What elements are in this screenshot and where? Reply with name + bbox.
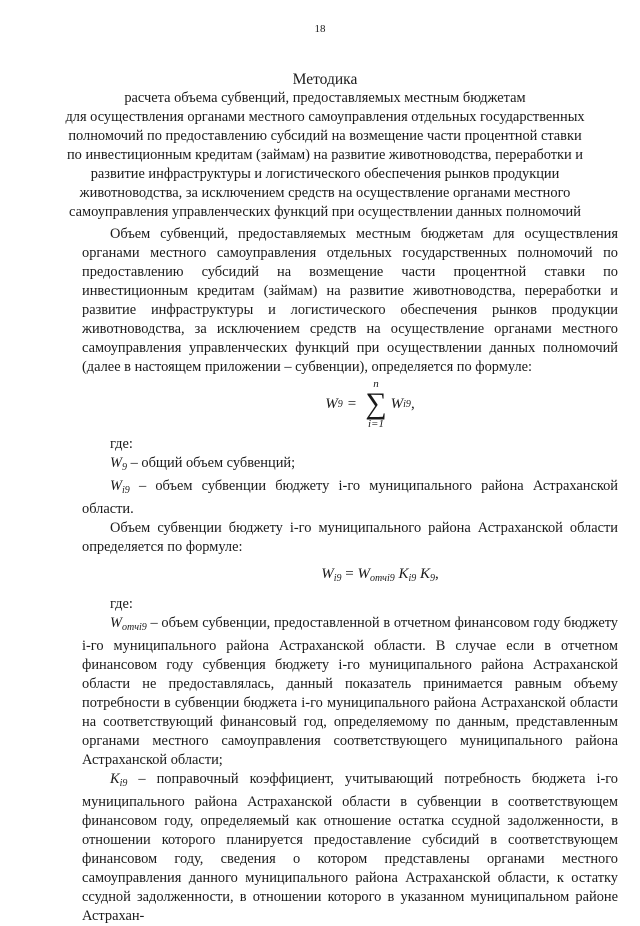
title-line: животноводства, за исключением средств на осуществление органами местного: [79, 185, 571, 201]
formula-var: K: [416, 565, 431, 582]
formula-rhs-var: W: [390, 395, 404, 412]
formula-sub: отчi9: [369, 572, 395, 584]
formula-lhs-sub: i9: [333, 572, 342, 584]
formula-total: [122, 377, 618, 431]
def-var: W: [110, 455, 122, 471]
title-line: расчета объема субвенций, предоставляемых местным бюджетам: [124, 90, 526, 106]
formula-rhs-sub: i9: [403, 398, 411, 410]
page-number: 18: [314, 23, 326, 35]
def-var: K: [110, 771, 120, 787]
formula-district: [142, 557, 618, 595]
formula-lhs-sub: 9: [337, 398, 343, 410]
formula-equals: =: [347, 395, 357, 412]
title-line: самоуправления управленческих функций при осуществлении данных полномочий: [69, 204, 581, 220]
formula-sub: 9: [430, 572, 436, 584]
title-line: по инвестиционным кредитам (займам) на развитие животноводства, переработки и: [66, 147, 583, 163]
sum-lower-limit: i=1: [367, 418, 384, 430]
def-text: – поправочный коэффициент, учитывающий потребность бюджета i-го муниципального района Астраханской области в субвенции в соответствующем финансовом году, определяемый как отношение остатка ссудной задолженности, в отношении которого планируется предоставление субсидий в соответствующем финансовом году, сведения о котором представлены органами местного самоуправления данного муниципального района Астраханской области, к остатку ссудной задолженности, в отношении которого в указанном муниципальном районе Астрахан-: [82, 771, 618, 924]
document-body: [82, 225, 618, 926]
title-block: [60, 70, 590, 222]
title-heading: Методика: [292, 71, 358, 88]
def-sub: отчi9: [122, 622, 147, 633]
def-var: W: [110, 615, 122, 631]
formula-lhs-var: W: [325, 395, 338, 412]
def-text: – объем субвенции бюджету i-го муниципального района Астраханской области.: [82, 478, 618, 517]
definition-coefficient: [82, 770, 618, 926]
formula-var: W: [357, 565, 370, 582]
paragraph-district-formula: Объем субвенции бюджету i-го муниципального района Астраханской области определяется по формуле:: [82, 520, 618, 555]
formula-lhs-var: W: [321, 565, 334, 582]
formula-var: K: [394, 565, 409, 582]
def-sub: i9: [122, 485, 130, 496]
definition-district: [82, 477, 618, 519]
sigma-icon: ∑: [365, 387, 387, 420]
formula-sub: i9: [408, 572, 417, 584]
formula-equals: =: [341, 565, 358, 582]
title-line: развитие инфраструктуры и логистического обеспечения рынков продукции: [90, 166, 560, 182]
intro-paragraph: Объем субвенций, предоставляемых местным бюджетам для осуществления органами местного самоуправления отдельных государственных полномочий по предоставлению субсидий на возмещение части процентной ставки по инвестиционным кредитам (займам) на развитие животноводства, переработки и развитие инфраструктуры и логистического обеспечения рынков продукции животноводства, за исключением средств на осуществление органами местного самоуправления управленческих функций при осуществлении данных полномочий (далее в настоящем приложении – субвенции), определяется по формуле:: [82, 226, 618, 375]
title-line: для осуществления органами местного самоуправления отдельных государственных: [65, 109, 585, 125]
sum-upper-limit: n: [373, 378, 379, 390]
def-var: W: [110, 478, 122, 494]
def-text: – общий объем субвенций;: [127, 455, 296, 471]
sum-operator: [365, 378, 386, 430]
def-sub: 9: [122, 462, 127, 473]
title-line: полномочий по предоставлению субсидий на возмещение части процентной ставки: [68, 128, 582, 144]
definition-total: [82, 454, 618, 477]
where-label: где:: [110, 596, 133, 612]
def-sub: i9: [119, 778, 128, 789]
definition-report-year: [82, 614, 618, 770]
formula-tail: ,: [435, 565, 439, 582]
where-label: где:: [110, 436, 133, 452]
formula-tail: ,: [410, 395, 415, 412]
def-text: – объем субвенции, предоставленной в отчетном финансовом году бюджету i-го муниципального района Астраханской области. В случае если в отчетном финансовом году субвенция бюджету i-го муниципального района Астраханской области не предоставлялась, данный показатель принимается равным объему потребности в субвенции бюджета i-го муниципального района Астраханской области на соответствующий финансовый год, определяемому по данным, представленным органами местного самоуправления соответствующего муниципального района Астраханской области;: [82, 615, 618, 768]
